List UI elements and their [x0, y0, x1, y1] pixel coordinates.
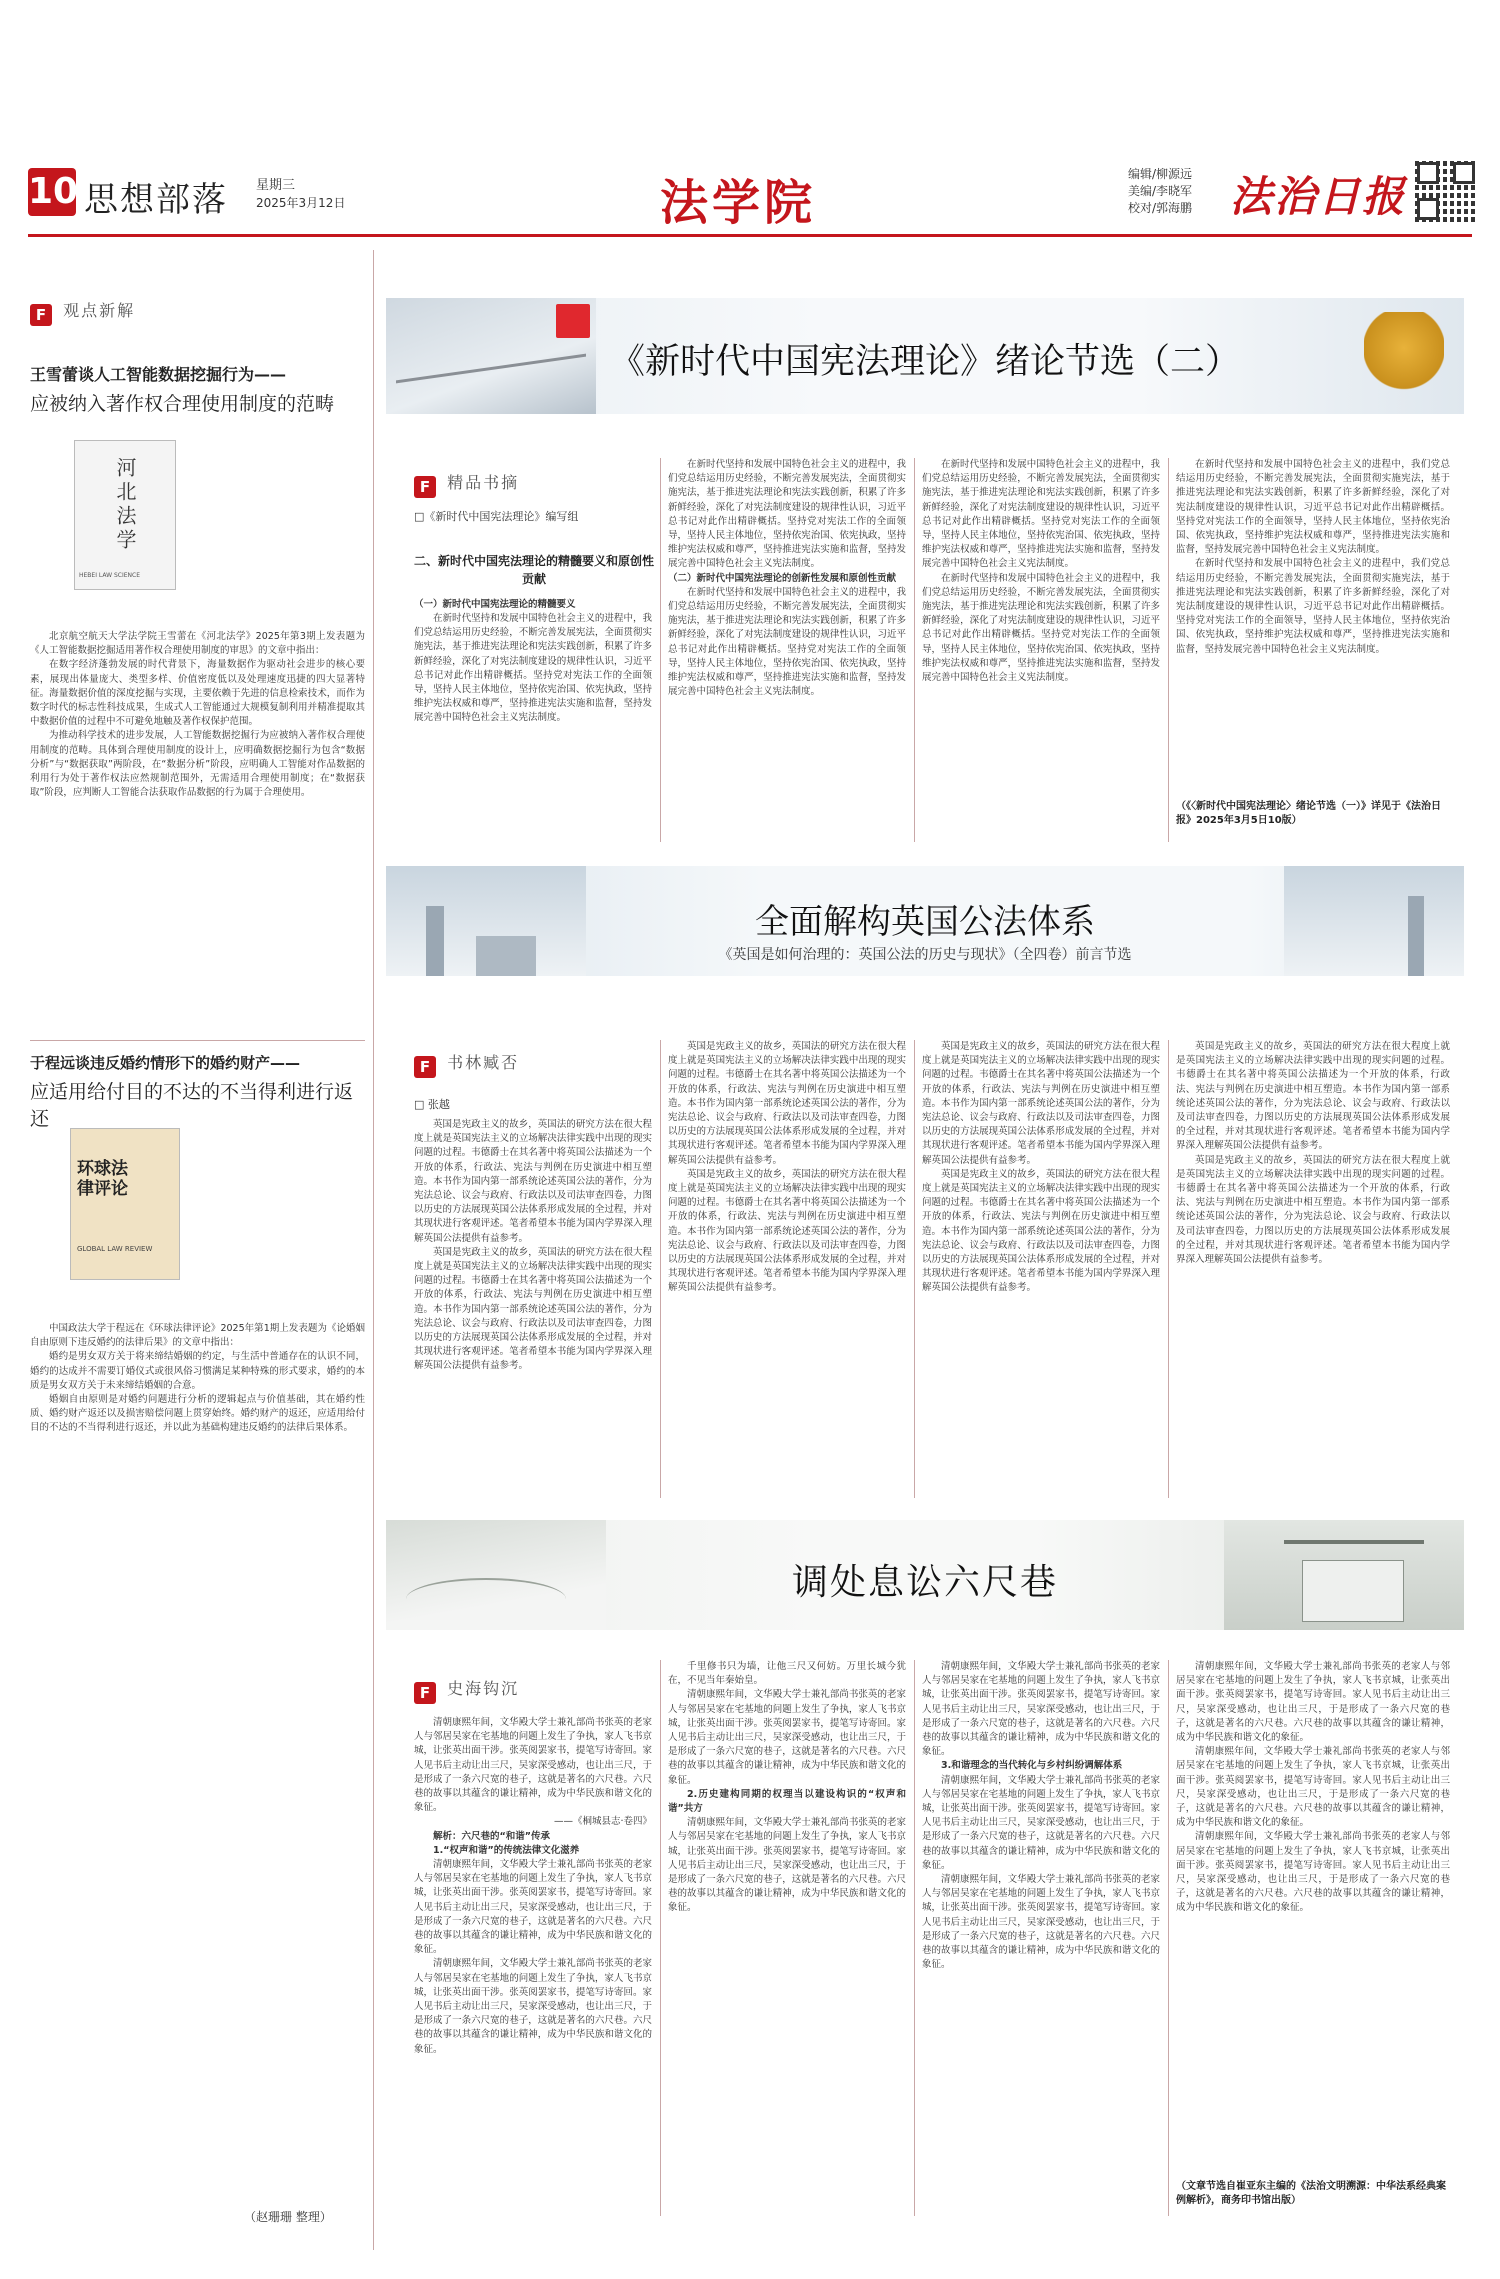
feature-column-rule-1 — [660, 458, 661, 842]
header-rule — [28, 234, 1472, 237]
article2-title-line2: 应适用给付目的不达的不当得利进行返还 — [30, 1081, 354, 1130]
column-title: 法学院 — [660, 175, 817, 231]
feature-column-rule-5 — [914, 1040, 915, 1498]
feature1-label-text: 精品书摘 — [447, 473, 520, 492]
feature-column-rule-8 — [914, 1660, 915, 2216]
feature3-sub3: 3.和谐理念的当代转化与乡村纠纷调解体系 — [941, 1760, 1123, 1772]
article1-p2: 为推动科学技术的进步发展，人工智能数据挖掘行为应被纳入著作权合理使用制度的范畴。具体到合理使用制度的设计上，应明确数据挖掘行为包含“数据分析”与“数据获取”两阶段，在“数据分析”阶段，应明确人工智能对作品数据的利用行为处于著作权法应然规制范围外，无需适用合理使用制度；在“数据获取”阶段，应判断人工智能合法获取作品数据的行为属于合理使用。 — [30, 730, 365, 799]
feature2-col3: 英国是宪政主义的故乡，英国法的研究方法在很大程度上就是英国宪法主义的立场解决法律实践中出现的现实问题的过程。韦德爵士在其名著中将英国公法描述为一个开放的体系，行政法、宪法与判例在历史演进中相互塑造。本书作为国内第一部系统论述英国公法的著作，分为宪法总论、议会与政府、行政法以及司法审查四卷，力图以历史的方法展现英国公法体系形成发展的全过程，并对其现状进行客观评述。笔者希望本书能为国内学界深入理解英国公法提供有益参考。 英国是宪政主义的故乡，英国法的研究方法在很大程度上就是英国宪法主义的立场解决法律实践中出现的现实问题的过程。韦德爵士在其名著中将英国公法描述为一个开放的体系，行政法、宪法与判例在历史演进中相互塑造。本书作为国内第一部系统论述英国公法的著作，分为宪法总论、议会与政府、行政法以及司法审查四卷，力图以历史的方法展现英国公法体系形成发展的全过程，并对其现状进行客观评述。笔者希望本书能为国内学界深入理解英国公法提供有益参考。 — [922, 1041, 1160, 1294]
feature-column-rule-3 — [1168, 458, 1169, 842]
feature3-label — [414, 1676, 519, 1704]
article2-title — [30, 1052, 365, 1131]
qr-code-icon — [1415, 160, 1477, 222]
credit-designer: 美编/李晓军 — [1128, 184, 1193, 198]
article2-p2: 婚姻自由原则是对婚约问题进行分析的逻辑起点与价值基础，其在婚约性质、婚约财产返还以及损害赔偿问题上贯穿始终。婚约财产的返还，应适用给付目的不达的不当得利进行返还，并以此为基础构建违反婚约的法律后果体系。 — [30, 1394, 365, 1434]
issue-date: 2025年3月12日 — [256, 196, 346, 210]
article1-title — [30, 362, 365, 416]
feature2-label — [414, 1050, 519, 1078]
article2-p1: 婚约是男女双方关于将来缔结婚姻的约定，与生活中普通存在的认识不同，婚约的达成并不需要订婚仪式或很风俗习惯满足某种特殊的形式要求，婚约的本质是男女双方关于未来缔结婚姻的合意。 — [30, 1351, 365, 1391]
feature-column-rule-4 — [660, 1040, 661, 1498]
feature2-subtitle: 《英国是如何治理的：英国公法的历史与现状》（全四卷）前言节选 — [718, 947, 1132, 963]
left-section-label-text: 观点新解 — [63, 301, 136, 320]
feature3-col1: 清朝康熙年间，文华殿大学士兼礼部尚书张英的老家人与邻居吴家在宅基地的问题上发生了争执，家人飞书京城，让张英出面干涉。张英阅罢家书，提笔写诗寄回。家人见书后主动让出三尺，吴家深受感动，也让出三尺，于是形成了一条六尺宽的巷子，这就是著名的六尺巷。六尺巷的故事以其蕴含的谦让精神，成为中华民族和谐文化的象征。 ——《桐城县志·卷四》 解析：六尺巷的“和谐”传承 1.“权声和谐”的传统法律文化滋养 清朝康熙年间，文华殿大学士兼礼部尚书张英的老家人与邻居吴家在宅基地的问题上发生了争执，家人飞书京城，让张英出面干涉。张英阅罢家书，提笔写诗寄回。家人见书后主动让出三尺，吴家深受感动，也让出三尺，于是形成了一条六尺宽的巷子，这就是著名的六尺巷。六尺巷的故事以其蕴含的谦让精神，成为中华民族和谐文化的象征。 清朝康熙年间，文华殿大学士兼礼部尚书张英的老家人与邻居吴家在宅基地的问题上发生了争执，家人飞书京城，让张英出面干涉。张英阅罢家书，提笔写诗寄回。家人见书后主动让出三尺，吴家深受感动，也让出三尺，于是形成了一条六尺宽的巷子，这就是著名的六尺巷。六尺巷的故事以其蕴含的谦让精神，成为中华民族和谐文化的象征。 — [414, 1717, 652, 2055]
article1-intro: 北京航空航天大学法学院王雪蕾在《河北法学》2025年第3期上发表题为《人工智能数据挖掘适用著作权合理使用制度的审思》的文章中指出： — [30, 631, 365, 657]
credit-editor: 编辑/柳源远 — [1128, 167, 1193, 181]
article2-body — [30, 1322, 365, 2192]
article1-journal-cover — [74, 440, 176, 590]
feature1-source: □《新时代中国宪法理论》编写组 — [414, 510, 579, 523]
feature1-banner — [386, 298, 1464, 414]
feature3-poem: 千里修书只为墙，让他三尺又何妨。万里长城今犹在，不见当年秦始皇。 — [668, 1661, 906, 1687]
article2-cover-title: 环球法律评论 — [77, 1159, 128, 1199]
feature-column-rule-7 — [660, 1660, 661, 2216]
feature3-poem-source: ——《桐城县志·卷四》 — [553, 1816, 652, 1828]
feature3-col2: 千里修书只为墙，让他三尺又何妨。万里长城今犹在，不见当年秦始皇。 清朝康熙年间，文华殿大学士兼礼部尚书张英的老家人与邻居吴家在宅基地的问题上发生了争执，家人飞书京城，让张英出面干涉。张英阅罢家书，提笔写诗寄回。家人见书后主动让出三尺，吴家深受感动，也让出三尺，于是形成了一条六尺宽的巷子，这就是著名的六尺巷。六尺巷的故事以其蕴含的谦让精神，成为中华民族和谐文化的象征。 2.历史建构同期的权理当以建设构识的“权声和谐”共方 清朝康熙年间，文华殿大学士兼礼部尚书张英的老家人与邻居吴家在宅基地的问题上发生了争执，家人飞书京城，让张英出面干涉。张英阅罢家书，提笔写诗寄回。家人见书后主动让出三尺，吴家深受感动，也让出三尺，于是形成了一条六尺宽的巷子，这就是著名的六尺巷。六尺巷的故事以其蕴含的谦让精神，成为中华民族和谐文化的象征。 — [668, 1661, 906, 1914]
feature1-col1: 在新时代坚持和发展中国特色社会主义的进程中，我们党总结运用历史经验，不断完善发展宪法，全面贯彻实施宪法，基于推进宪法理论和宪法实践创新，积累了许多新鲜经验，深化了对宪法制度建设的规律性认识，习近平总书记对此作出精辟概括。坚持党对宪法工作的全面领导，坚持人民主体地位，坚持依宪治国、依宪执政，坚持维护宪法权威和尊严，坚持推进宪法实施和监督，坚持发展完善中国特色社会主义宪法制度。 — [414, 613, 652, 724]
article2-editor: （赵珊珊 整理） — [244, 2210, 332, 2224]
feature1-label — [414, 470, 519, 498]
feature2-col2: 英国是宪政主义的故乡，英国法的研究方法在很大程度上就是英国宪法主义的立场解决法律实践中出现的现实问题的过程。韦德爵士在其名著中将英国公法描述为一个开放的体系，行政法、宪法与判例在历史演进中相互塑造。本书作为国内第一部系统论述英国公法的著作，分为宪法总论、议会与政府、行政法以及司法审查四卷，力图以历史的方法展现英国公法体系形成发展的全过程，并对其现状进行客观评述。笔者希望本书能为国内学界深入理解英国公法提供有益参考。 英国是宪政主义的故乡，英国法的研究方法在很大程度上就是英国宪法主义的立场解决法律实践中出现的现实问题的过程。韦德爵士在其名著中将英国公法描述为一个开放的体系，行政法、宪法与判例在历史演进中相互塑造。本书作为国内第一部系统论述英国公法的著作，分为宪法总论、议会与政府、行政法以及司法审查四卷，力图以历史的方法展现英国公法体系形成发展的全过程，并对其现状进行客观评述。笔者希望本书能为国内学界深入理解英国公法提供有益参考。 — [668, 1041, 906, 1294]
feature2-banner — [386, 866, 1464, 976]
feature1-col2: 在新时代坚持和发展中国特色社会主义的进程中，我们党总结运用历史经验，不断完善发展宪法，全面贯彻实施宪法，基于推进宪法理论和宪法实践创新，积累了许多新鲜经验，深化了对宪法制度建设的规律性认识，习近平总书记对此作出精辟概括。坚持党对宪法工作的全面领导，坚持人民主体地位，坚持依宪治国、依宪执政，坚持维护宪法权威和尊严，坚持推进宪法实施和监督，坚持发展完善中国特色社会主义宪法制度。 （二）新时代中国宪法理论的创新性发展和原创性贡献 在新时代坚持和发展中国特色社会主义的进程中，我们党总结运用历史经验，不断完善发展宪法，全面贯彻实施宪法，基于推进宪法理论和宪法实践创新，积累了许多新鲜经验，深化了对宪法制度建设的规律性认识，习近平总书记对此作出精辟概括。坚持党对宪法工作的全面领导，坚持人民主体地位，坚持依宪治国、依宪执政，坚持维护宪法权威和尊严，坚持推进宪法实施和监督，坚持发展完善中国特色社会主义宪法制度。 — [668, 459, 906, 698]
left-section-label — [30, 298, 135, 326]
feature3-col3: 清朝康熙年间，文华殿大学士兼礼部尚书张英的老家人与邻居吴家在宅基地的问题上发生了争执，家人飞书京城，让张英出面干涉。张英阅罢家书，提笔写诗寄回。家人见书后主动让出三尺，吴家深受感动，也让出三尺，于是形成了一条六尺宽的巷子，这就是著名的六尺巷。六尺巷的故事以其蕴含的谦让精神，成为中华民族和谐文化的象征。 3.和谐理念的当代转化与乡村纠纷调解体系 清朝康熙年间，文华殿大学士兼礼部尚书张英的老家人与邻居吴家在宅基地的问题上发生了争执，家人飞书京城，让张英出面干涉。张英阅罢家书，提笔写诗寄回。家人见书后主动让出三尺，吴家深受感动，也让出三尺，于是形成了一条六尺宽的巷子，这就是著名的六尺巷。六尺巷的故事以其蕴含的谦让精神，成为中华民族和谐文化的象征。 清朝康熙年间，文华殿大学士兼礼部尚书张英的老家人与邻居吴家在宅基地的问题上发生了争执，家人飞书京城，让张英出面干涉。张英阅罢家书，提笔写诗寄回。家人见书后主动让出三尺，吴家深受感动，也让出三尺，于是形成了一条六尺宽的巷子，这就是著名的六尺巷。六尺巷的故事以其蕴含的谦让精神，成为中华民族和谐文化的象征。 — [922, 1661, 1160, 1971]
article1-body — [30, 630, 365, 1030]
feature1-sub2: （二）新时代中国宪法理论的创新性发展和原创性贡献 — [668, 572, 897, 584]
credits — [1128, 166, 1192, 217]
feature3-sub1: 1.“权声和谐”的传统法律文化滋养 — [433, 1844, 580, 1856]
section-f-icon: F — [30, 304, 52, 326]
article2-journal-cover — [70, 1128, 180, 1280]
feature3-heading: 解析：六尺巷的“和谐”传承 — [433, 1830, 550, 1842]
feature3-source-note: （文章节选自崔亚东主编的《法治文明溯源：中华法系经典案例解析》，商务印书馆出版） — [1176, 2181, 1446, 2206]
article1-p1: 在数字经济蓬勃发展的时代背景下，海量数据作为驱动社会进步的核心要素，展现出体量庞大、类型多样、价值密度低以及处理速度迅捷的四大显著特征。海量数据价值的深度挖掘与实现，主要依赖于先进的信息检索技术，而作为数字时代的标志性科技成果，生成式人工智能通过大规模复制利用并精准提取其中数据价值的过程中不可避免地触及著作权保护范围。 — [30, 659, 365, 728]
issue-weekday: 星期三 — [256, 178, 296, 193]
feature-column-rule-2 — [914, 458, 915, 842]
article2-cover-sub: GLOBAL LAW REVIEW — [77, 1245, 153, 1253]
feature3-title: 调处息讼六尺巷 — [791, 1562, 1058, 1603]
feature1-title: 《新时代中国宪法理论》绪论节选（二） — [609, 342, 1240, 382]
article1-title-line1: 王雪蕾谈人工智能数据挖掘行为—— — [30, 365, 287, 384]
feature1-col3: 在新时代坚持和发展中国特色社会主义的进程中，我们党总结运用历史经验，不断完善发展宪法，全面贯彻实施宪法，基于推进宪法理论和宪法实践创新，积累了许多新鲜经验，深化了对宪法制度建设的规律性认识，习近平总书记对此作出精辟概括。坚持党对宪法工作的全面领导，坚持人民主体地位，坚持依宪治国、依宪执政，坚持维护宪法权威和尊严，坚持推进宪法实施和监督，坚持发展完善中国特色社会主义宪法制度。 在新时代坚持和发展中国特色社会主义的进程中，我们党总结运用历史经验，不断完善发展宪法，全面贯彻实施宪法，基于推进宪法理论和宪法实践创新，积累了许多新鲜经验，深化了对宪法制度建设的规律性认识，习近平总书记对此作出精辟概括。坚持党对宪法工作的全面领导，坚持人民主体地位，坚持依宪治国、依宪执政，坚持维护宪法权威和尊严，坚持推进宪法实施和监督，坚持发展完善中国特色社会主义宪法制度。 — [922, 459, 1160, 684]
feature2-col4: 英国是宪政主义的故乡，英国法的研究方法在很大程度上就是英国宪法主义的立场解决法律实践中出现的现实问题的过程。韦德爵士在其名著中将英国公法描述为一个开放的体系，行政法、宪法与判例在历史演进中相互塑造。本书作为国内第一部系统论述英国公法的著作，分为宪法总论、议会与政府、行政法以及司法审查四卷，力图以历史的方法展现英国公法体系形成发展的全过程，并对其现状进行客观评述。笔者希望本书能为国内学界深入理解英国公法提供有益参考。 英国是宪政主义的故乡，英国法的研究方法在很大程度上就是英国宪法主义的立场解决法律实践中出现的现实问题的过程。韦德爵士在其名著中将英国公法描述为一个开放的体系，行政法、宪法与判例在历史演进中相互塑造。本书作为国内第一部系统论述英国公法的著作，分为宪法总论、议会与政府、行政法以及司法审查四卷，力图以历史的方法展现英国公法体系形成发展的全过程，并对其现状进行客观评述。笔者希望本书能为国内学界深入理解英国公法提供有益参考。 — [1176, 1041, 1450, 1266]
masthead-logo: 法治日报 — [1230, 172, 1407, 221]
credit-proofreader: 校对/郭海鹏 — [1128, 201, 1193, 215]
feature1-sub1: （一）新时代中国宪法理论的精髓要义 — [414, 599, 576, 610]
left-article-divider — [30, 1040, 365, 1041]
feature3-sub2: 2.历史建构同期的权理当以建设构识的“权声和谐”共方 — [668, 1788, 906, 1815]
left-column-divider — [373, 250, 374, 2250]
feature1-f-icon: F — [414, 476, 436, 498]
feature-column-rule-9 — [1168, 1660, 1169, 2216]
article1-cover-sub: HEBEI LAW SCIENCE — [79, 572, 141, 579]
feature3-label-text: 史海钩沉 — [447, 1679, 520, 1698]
feature2-label-text: 书林臧否 — [447, 1053, 520, 1072]
feature1-heading: 二、新时代中国宪法理论的精髓要义和原创性贡献 — [414, 554, 655, 586]
feature3-f-icon: F — [414, 1682, 436, 1704]
feature2-col1: 英国是宪政主义的故乡，英国法的研究方法在很大程度上就是英国宪法主义的立场解决法律实践中出现的现实问题的过程。韦德爵士在其名著中将英国公法描述为一个开放的体系，行政法、宪法与判例在历史演进中相互塑造。本书作为国内第一部系统论述英国公法的著作，分为宪法总论、议会与政府、行政法以及司法审查四卷，力图以历史的方法展现英国公法体系形成发展的全过程，并对其现状进行客观评述。笔者希望本书能为国内学界深入理解英国公法提供有益参考。 英国是宪政主义的故乡，英国法的研究方法在很大程度上就是英国宪法主义的立场解决法律实践中出现的现实问题的过程。韦德爵士在其名著中将英国公法描述为一个开放的体系，行政法、宪法与判例在历史演进中相互塑造。本书作为国内第一部系统论述英国公法的著作，分为宪法总论、议会与政府、行政法以及司法审查四卷，力图以历史的方法展现英国公法体系形成发展的全过程，并对其现状进行客观评述。笔者希望本书能为国内学界深入理解英国公法提供有益参考。 — [414, 1119, 652, 1372]
article2-title-line1: 于程远谈违反婚约情形下的婚约财产—— — [30, 1054, 301, 1072]
article1-title-line2: 应被纳入著作权合理使用制度的范畴 — [30, 393, 335, 415]
feature3-banner — [386, 1520, 1464, 1630]
article2-intro: 中国政法大学于程远在《环球法律评论》2025年第1期上发表题为《论婚姻自由原则下违反婚约的法律后果》的文章中指出： — [30, 1323, 365, 1349]
feature2-title: 全面解构英国公法体系 — [755, 902, 1095, 942]
feature1-source-note: （《〈新时代中国宪法理论〉绪论节选（一）》详见于《法治日报》2025年3月5日10版） — [1176, 801, 1441, 826]
page-header — [20, 160, 1480, 230]
page-number-badge: 10 — [28, 168, 76, 216]
feature3-col4: 清朝康熙年间，文华殿大学士兼礼部尚书张英的老家人与邻居吴家在宅基地的问题上发生了争执，家人飞书京城，让张英出面干涉。张英阅罢家书，提笔写诗寄回。家人见书后主动让出三尺，吴家深受感动，也让出三尺，于是形成了一条六尺宽的巷子，这就是著名的六尺巷。六尺巷的故事以其蕴含的谦让精神，成为中华民族和谐文化的象征。 清朝康熙年间，文华殿大学士兼礼部尚书张英的老家人与邻居吴家在宅基地的问题上发生了争执，家人飞书京城，让张英出面干涉。张英阅罢家书，提笔写诗寄回。家人见书后主动让出三尺，吴家深受感动，也让出三尺，于是形成了一条六尺宽的巷子，这就是著名的六尺巷。六尺巷的故事以其蕴含的谦让精神，成为中华民族和谐文化的象征。 清朝康熙年间，文华殿大学士兼礼部尚书张英的老家人与邻居吴家在宅基地的问题上发生了争执，家人飞书京城，让张英出面干涉。张英阅罢家书，提笔写诗寄回。家人见书后主动让出三尺，吴家深受感动，也让出三尺，于是形成了一条六尺宽的巷子，这就是著名的六尺巷。六尺巷的故事以其蕴含的谦让精神，成为中华民族和谐文化的象征。 — [1176, 1661, 1450, 1914]
article1-cover-title: 河北法学 — [113, 457, 137, 553]
feature2-author: □ 张越 — [414, 1098, 450, 1111]
feature1-col4: 在新时代坚持和发展中国特色社会主义的进程中，我们党总结运用历史经验，不断完善发展宪法，全面贯彻实施宪法，基于推进宪法理论和宪法实践创新，积累了许多新鲜经验，深化了对宪法制度建设的规律性认识，习近平总书记对此作出精辟概括。坚持党对宪法工作的全面领导，坚持人民主体地位，坚持依宪治国、依宪执政，坚持维护宪法权威和尊严，坚持推进宪法实施和监督，坚持发展完善中国特色社会主义宪法制度。 在新时代坚持和发展中国特色社会主义的进程中，我们党总结运用历史经验，不断完善发展宪法，全面贯彻实施宪法，基于推进宪法理论和宪法实践创新，积累了许多新鲜经验，深化了对宪法制度建设的规律性认识，习近平总书记对此作出精辟概括。坚持党对宪法工作的全面领导，坚持人民主体地位，坚持依宪治国、依宪执政，坚持维护宪法权威和尊严，坚持推进宪法实施和监督，坚持发展完善中国特色社会主义宪法制度。 — [1176, 459, 1450, 655]
feature2-f-icon: F — [414, 1056, 436, 1078]
section-name: 思想部落 — [84, 180, 228, 220]
feature-column-rule-6 — [1168, 1040, 1169, 1498]
